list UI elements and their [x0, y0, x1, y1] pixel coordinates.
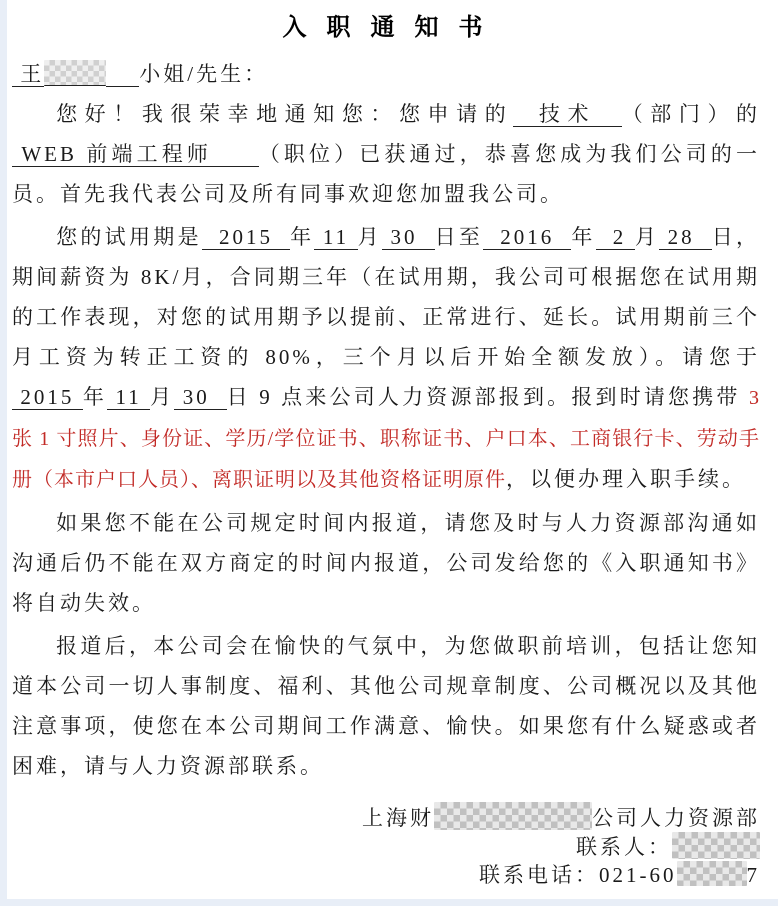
- page-edge-bottom: [0, 899, 778, 906]
- text-segment: 3 张 1 寸照片、身份证、学历/学位证书、职称证书、户口本、工商银行卡、劳动手册（本市户口人员）、离职证明以及其他资格证明原件: [12, 387, 761, 491]
- text-segment: 年: [571, 225, 596, 249]
- text-segment: 联系人：: [576, 835, 672, 859]
- text-segment: 月: [634, 225, 660, 249]
- text-segment: （职位）已获通过，恭喜您成为我们公司的一员。首先我代表公司及所有同事欢迎您加盟我公司。: [12, 142, 761, 206]
- contact-phone-line: [12, 861, 760, 889]
- filled-blank: 11: [314, 225, 358, 249]
- contact-person-line: [12, 832, 760, 861]
- text-segment: 7: [746, 863, 760, 887]
- filled-blank: 2016: [483, 225, 572, 249]
- salutation-line: [12, 54, 760, 94]
- text-segment: 公司人力资源部: [592, 806, 760, 830]
- text-segment: 如果您不能在公司规定时间内报道，请您及时与人力资源部沟通如沟通后仍不能在双方商定的时间内报道，公司发给您的《入职通知书》将自动失效。: [12, 511, 760, 615]
- redacted-company-name-mosaic: [434, 802, 592, 830]
- text-segment: 月: [357, 225, 382, 249]
- paragraph-late-report-notice: [12, 503, 760, 623]
- redacted-phone-digits-mosaic: [677, 861, 747, 886]
- text-segment: 您好！我很荣幸地通知您：您申请的: [56, 102, 514, 126]
- text-segment: 报道后，本公司会在愉快的气氛中，为您做职前培训，包括让您知道本公司一切人事制度、福利、其他公司规章制度、公司概况以及其他注意事项，使您在本公司期间工作满意、愉快。如果您有什么疑惑或者困难，请与人力资源部联系。: [12, 634, 760, 778]
- page-edge-left: [0, 0, 7, 906]
- paragraph-probation-and-documents: [12, 217, 760, 500]
- filled-blank: 2: [595, 225, 635, 249]
- filled-blank: 11: [107, 385, 151, 409]
- text-segment: 上海财: [362, 806, 434, 830]
- filled-blank: [106, 62, 139, 87]
- text-segment: 联系电话：021-60: [479, 863, 677, 887]
- filled-blank: 前端工程师: [86, 142, 259, 166]
- offer-letter-document: [7, 0, 768, 899]
- filled-blank: 30: [381, 225, 435, 249]
- text-segment: 日 9 点来公司人力资源部报到。报到时请您携带: [226, 385, 750, 409]
- redacted-contact-name-mosaic: [672, 832, 760, 859]
- text-segment: 年: [290, 225, 315, 249]
- text-segment: 年: [82, 385, 108, 409]
- filled-blank: 28: [659, 225, 712, 249]
- filled-blank: 2015: [12, 385, 83, 409]
- paragraph-greeting: [12, 94, 760, 214]
- filled-blank: 王: [12, 62, 45, 86]
- filled-blank: 技术: [513, 102, 622, 126]
- filled-blank: 30: [174, 385, 227, 409]
- signature-block: [12, 802, 760, 889]
- redacted-recipient-name-mosaic: [44, 60, 106, 86]
- text-segment: 您的试用期是: [56, 225, 202, 249]
- filled-blank: 2015: [201, 225, 291, 249]
- text-segment: 小姐/先生：: [139, 62, 269, 86]
- paragraph-onboarding-training: [12, 626, 760, 786]
- filled-blank: WEB: [12, 142, 87, 166]
- text-segment: ，以便办理入职手续。: [506, 467, 746, 491]
- text-segment: 日，期间薪资为 8K/月，合同期三年（在试用期，我公司可根据您在试用期的工作表现，对您的试用期予以提前、正常进行、延长。试用期前三个月工资为转正工资的 80%，三个月以后开始全额发放）。请您于: [12, 225, 761, 369]
- text-segment: 月: [150, 385, 175, 409]
- company-hr-line: [12, 802, 760, 832]
- document-title: 入 职 通 知 书: [282, 15, 490, 41]
- text-segment: 日至: [434, 225, 484, 249]
- text-segment: （部门）的: [621, 102, 761, 126]
